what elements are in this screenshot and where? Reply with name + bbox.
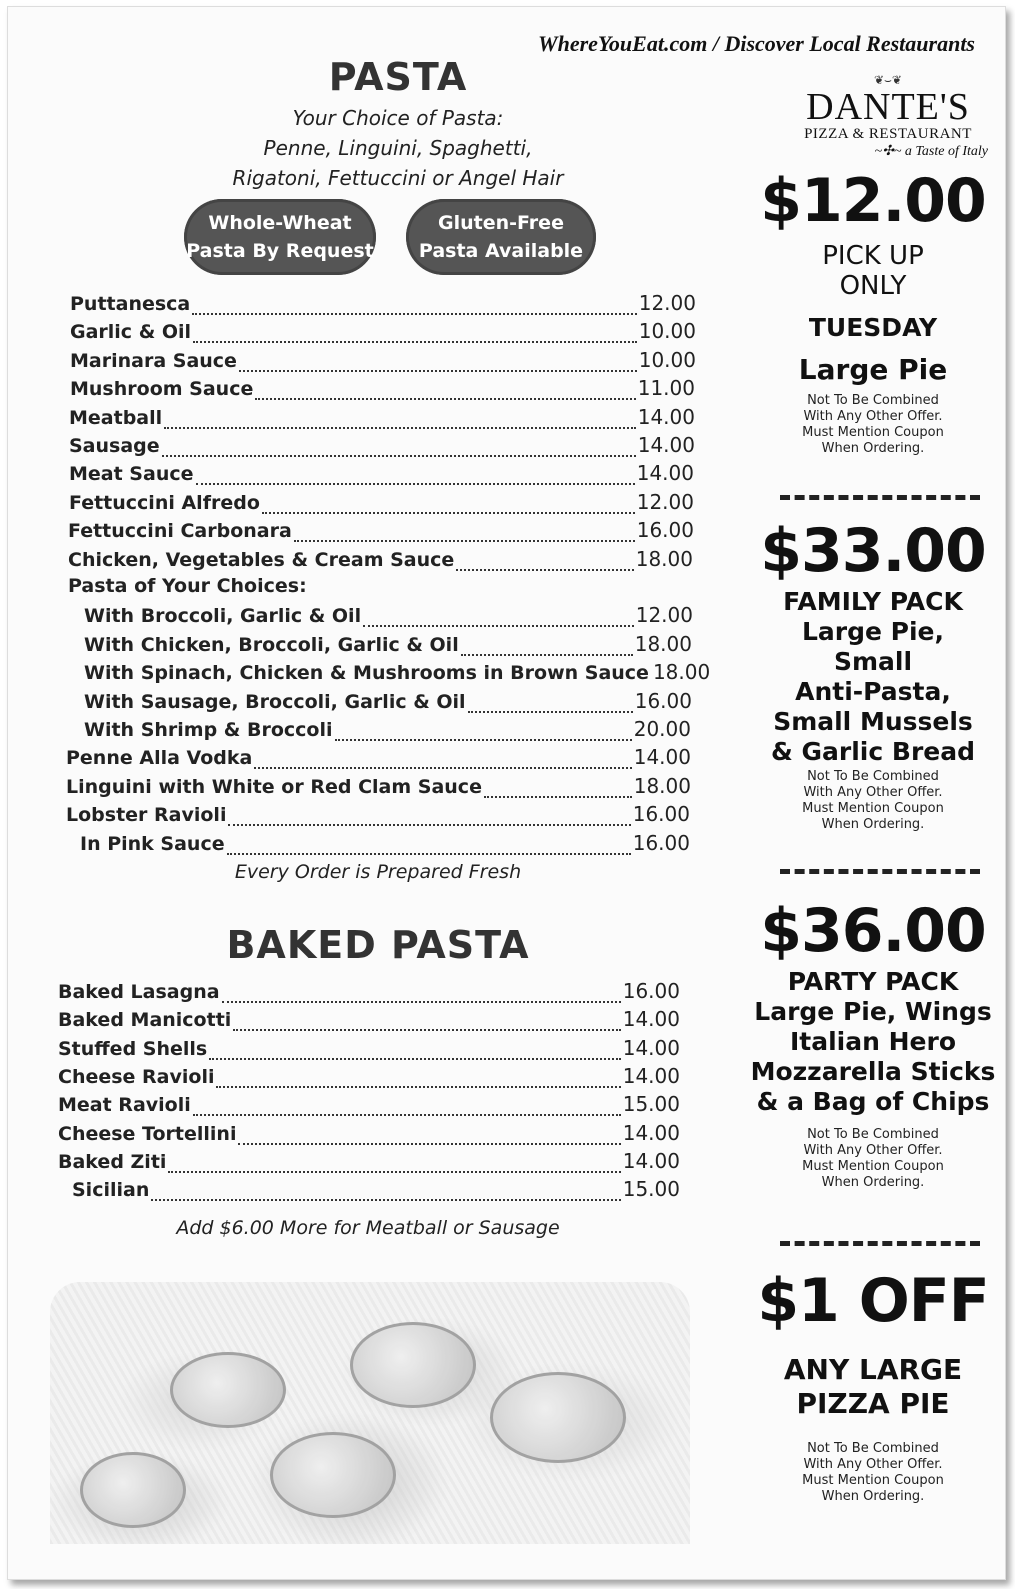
leader-dots — [162, 441, 636, 457]
choice-line: Penne, Linguini, Spaghetti, — [263, 136, 533, 160]
menu-item-name: Meatball — [69, 406, 163, 429]
leader-dots — [255, 384, 635, 400]
restaurant-logo — [788, 73, 988, 160]
shrimp-shape — [270, 1432, 396, 1518]
leader-dots — [294, 526, 635, 542]
menu-item-name: Pasta of Your Choices: — [68, 575, 307, 597]
leader-dots — [227, 839, 631, 855]
menu-item-price: 16.00 — [636, 518, 694, 543]
leader-dots — [262, 498, 635, 514]
menu-item-price: 11.00 — [637, 376, 695, 401]
menu-item — [84, 632, 692, 660]
logo-name: DANTE'S — [806, 86, 970, 128]
coupon-line: PARTY PACK — [787, 967, 959, 996]
menu-item — [68, 547, 693, 575]
menu-item-name: With Broccoli, Garlic & Oil — [84, 605, 362, 628]
menu-item — [70, 291, 696, 319]
whole-wheat-badge — [184, 199, 376, 275]
menu-item — [58, 1121, 680, 1149]
coupon-divider — [780, 495, 980, 500]
gluten-free-badge — [406, 199, 596, 275]
menu-item-name: Stuffed Shells — [58, 1037, 208, 1060]
menu-item — [58, 979, 680, 1007]
menu-item — [70, 348, 696, 376]
menu-item — [70, 319, 696, 347]
menu-item — [58, 1007, 680, 1035]
fine-line: Must Mention Coupon — [802, 1159, 944, 1174]
menu-item-name: Baked Lasagna — [58, 981, 220, 1003]
menu-item — [69, 461, 694, 489]
fine-line: With Any Other Offer. — [803, 409, 943, 424]
leader-dots — [222, 987, 621, 1003]
coupon-divider — [780, 1241, 980, 1246]
pasta-note: Every Order is Prepared Fresh — [234, 861, 522, 883]
menu-item — [68, 575, 693, 603]
menu-item-price: 14.00 — [622, 1035, 680, 1060]
leader-dots — [484, 782, 632, 798]
coupon-day: TUESDAY — [808, 313, 938, 342]
leader-dots — [363, 611, 634, 627]
leader-dots — [209, 1044, 621, 1060]
coupon-divider — [780, 869, 980, 874]
coupon-price: $36.00 — [760, 896, 986, 966]
menu-item-price: 14.00 — [636, 461, 694, 486]
coupon-line: PICK UP — [822, 241, 924, 271]
menu-item-name: Puttanesca — [70, 293, 191, 315]
badge-line: Whole-Wheat — [208, 212, 352, 234]
menu-item-price: 14.00 — [633, 745, 691, 770]
shrimp-shape — [170, 1352, 286, 1428]
menu-item-name: With Spinach, Chicken & Mushrooms in Brown Sauce — [84, 662, 649, 685]
coupon-fine-print — [748, 393, 998, 457]
shrimp-shape — [80, 1452, 186, 1528]
menu-item-name: Marinara Sauce — [70, 349, 237, 372]
coupon-line: PIZZA PIE — [796, 1387, 950, 1420]
coupon-line: Italian Hero — [789, 1027, 956, 1056]
coupon-party-pack — [748, 896, 998, 1191]
leader-dots — [193, 327, 637, 343]
menu-item — [69, 490, 694, 518]
menu-item-name: Meat Sauce — [69, 463, 194, 486]
menu-item-name: Cheese Ravioli — [58, 1065, 215, 1088]
menu-item-name: Fettuccini Alfredo — [69, 491, 260, 514]
menu-item — [69, 433, 695, 461]
shrimp-shape — [350, 1322, 476, 1408]
menu-item-name: Fettuccini Carbonara — [68, 520, 292, 543]
menu-item — [66, 802, 690, 830]
menu-item-price: 14.00 — [637, 404, 695, 429]
fine-line: When Ordering. — [821, 441, 925, 456]
pasta-title: PASTA — [328, 55, 468, 99]
menu-item-price: 14.00 — [637, 433, 695, 457]
baked-note: Add $6.00 More for Meatball or Sausage — [176, 1217, 560, 1239]
menu-item-name: Sausage — [69, 435, 160, 457]
leader-dots — [239, 356, 637, 372]
fine-line: When Ordering. — [821, 817, 925, 832]
coupon-line: Large Pie, — [801, 617, 945, 646]
coupon-lines — [748, 1353, 998, 1421]
leader-dots — [192, 299, 636, 315]
leader-dots — [228, 810, 630, 826]
coupon-lines — [748, 587, 998, 767]
coupon-line: ANY LARGE — [783, 1353, 963, 1386]
coupon-fine-print — [748, 1127, 998, 1191]
leader-dots — [238, 1129, 620, 1145]
coupon-line: Anti-Pasta, — [795, 677, 951, 706]
coupon-line: Mozzarella Sticks — [750, 1057, 996, 1086]
menu-item — [66, 774, 691, 802]
coupon-line: FAMILY PACK — [783, 587, 963, 616]
choice-line: Your Choice of Pasta: — [292, 106, 504, 130]
baked-pasta-title: BAKED PASTA — [226, 923, 530, 967]
menu-item-name: With Chicken, Broccoli, Garlic & Oil — [84, 633, 459, 656]
menu-item-price: 20.00 — [633, 717, 691, 741]
menu-item-price: 16.00 — [632, 802, 690, 827]
menu-item-price: 14.00 — [622, 1120, 680, 1145]
menu-item-price: 12.00 — [635, 603, 693, 628]
leader-dots — [216, 1072, 620, 1088]
menu-item-name: Baked Ziti — [58, 1150, 167, 1173]
logo-ornament: ❦⌣❦ — [873, 73, 902, 87]
menu-item — [66, 745, 691, 773]
coupon-line: Large Pie, Wings — [754, 997, 992, 1026]
leader-dots — [193, 1100, 621, 1116]
menu-item-price: 15.00 — [622, 1177, 680, 1202]
menu-item-name: Cheese Tortellini — [58, 1122, 237, 1145]
coupon-line: ONLY — [839, 271, 907, 301]
leader-dots — [468, 697, 633, 713]
leader-dots — [151, 1185, 620, 1201]
menu-item — [58, 1036, 680, 1064]
menu-item-name: Sicilian — [72, 1179, 150, 1202]
pasta-choice-text — [48, 103, 748, 193]
fine-line: Not To Be Combined — [807, 1127, 939, 1142]
fine-line: Must Mention Coupon — [802, 1473, 944, 1488]
coupon-family-pack — [748, 516, 998, 833]
menu-item-price: 16.00 — [632, 830, 690, 855]
menu-item-price: 14.00 — [622, 1063, 680, 1088]
fine-line: With Any Other Offer. — [803, 1457, 943, 1472]
menu-item — [84, 717, 691, 745]
menu-item-price: 18.00 — [633, 773, 691, 798]
leader-dots — [196, 469, 635, 485]
fine-line: Not To Be Combined — [807, 1441, 939, 1456]
menu-item — [80, 831, 690, 859]
coupon-one-off — [748, 1266, 998, 1505]
fine-line: Must Mention Coupon — [802, 801, 944, 816]
leader-dots — [168, 1157, 620, 1173]
menu-item — [58, 1092, 680, 1120]
fine-line: When Ordering. — [821, 1489, 925, 1504]
logo-tagline: ~✣~ a Taste of Italy — [874, 144, 988, 159]
leader-dots — [254, 753, 631, 769]
menu-item-name: Linguini with White or Red Clam Sauce — [66, 775, 482, 798]
menu-item-price: 18.00 — [652, 660, 711, 685]
menu-item-name: In Pink Sauce — [80, 832, 225, 855]
menu-item-name: Meat Ravioli — [58, 1094, 191, 1117]
choice-line: Rigatoni, Fettuccini or Angel Hair — [232, 166, 564, 190]
coupon-line: Small Mussels — [773, 707, 973, 736]
leader-dots — [461, 640, 633, 656]
menu-item-name: Penne Alla Vodka — [66, 747, 253, 770]
leader-dots — [456, 555, 633, 571]
coupon-fine-print — [748, 1441, 998, 1505]
coupon-line: & a Bag of Chips — [756, 1087, 990, 1116]
menu-item-price: 16.00 — [622, 979, 680, 1003]
menu-item-name: Baked Manicotti — [58, 1009, 232, 1032]
menu-item — [72, 1177, 680, 1205]
coupon-item: Large Pie — [798, 353, 948, 386]
menu-item-price: 10.00 — [638, 319, 696, 344]
coupon-lines — [748, 967, 998, 1117]
coupon-line: & Garlic Bread — [771, 737, 975, 766]
menu-item-name: Mushroom Sauce — [70, 378, 254, 401]
menu-item-price: 18.00 — [634, 631, 692, 656]
menu-item-price: 14.00 — [622, 1007, 680, 1032]
coupon-price: $12.00 — [760, 166, 986, 236]
menu-item — [70, 376, 695, 404]
menu-page — [7, 6, 1006, 1580]
pasta-photo — [50, 1282, 690, 1544]
menu-item-price: 14.00 — [622, 1148, 680, 1173]
fine-line: With Any Other Offer. — [803, 1143, 943, 1158]
menu-item-price: 16.00 — [634, 688, 692, 713]
menu-item-name: Lobster Ravioli — [66, 804, 227, 827]
menu-item-name: With Sausage, Broccoli, Garlic & Oil — [84, 690, 466, 713]
menu-item-price: 12.00 — [636, 489, 694, 514]
menu-item-price: 10.00 — [638, 347, 696, 372]
menu-item — [84, 689, 692, 717]
fine-line: Must Mention Coupon — [802, 425, 944, 440]
shrimp-shape — [490, 1372, 626, 1463]
badge-line: Pasta Available — [418, 240, 584, 262]
menu-item — [84, 603, 693, 631]
menu-item — [68, 518, 694, 546]
coupon-fine-print — [748, 769, 998, 833]
fine-line: With Any Other Offer. — [803, 785, 943, 800]
coupon-price: $1 OFF — [757, 1266, 989, 1336]
menu-item-price: 15.00 — [622, 1092, 680, 1117]
logo-subtitle: PIZZA & RESTAURANT — [804, 126, 972, 142]
menu-item — [84, 660, 711, 688]
fine-line: Not To Be Combined — [807, 393, 939, 408]
menu-item — [58, 1064, 680, 1092]
coupon-tuesday — [748, 166, 998, 457]
fine-line: When Ordering. — [821, 1175, 925, 1190]
menu-item — [58, 1149, 680, 1177]
badge-line: Pasta By Request — [186, 240, 374, 262]
menu-item-price: 12.00 — [638, 291, 696, 315]
badge-line: Gluten-Free — [438, 212, 564, 234]
menu-item-name: Garlic & Oil — [70, 321, 192, 344]
coupon-line: Small — [833, 647, 913, 676]
leader-dots — [164, 413, 636, 429]
leader-dots — [335, 725, 632, 741]
menu-item-name: Chicken, Vegetables & Cream Sauce — [68, 548, 455, 571]
menu-item-price: 18.00 — [635, 546, 693, 571]
leader-dots — [233, 1015, 620, 1031]
coupon-price: $33.00 — [760, 516, 986, 586]
menu-item-name: With Shrimp & Broccoli — [84, 719, 333, 741]
menu-item — [69, 405, 695, 433]
site-watermark: WhereYouEat.com / Discover Local Restaurants — [538, 31, 975, 56]
fine-line: Not To Be Combined — [807, 769, 939, 784]
